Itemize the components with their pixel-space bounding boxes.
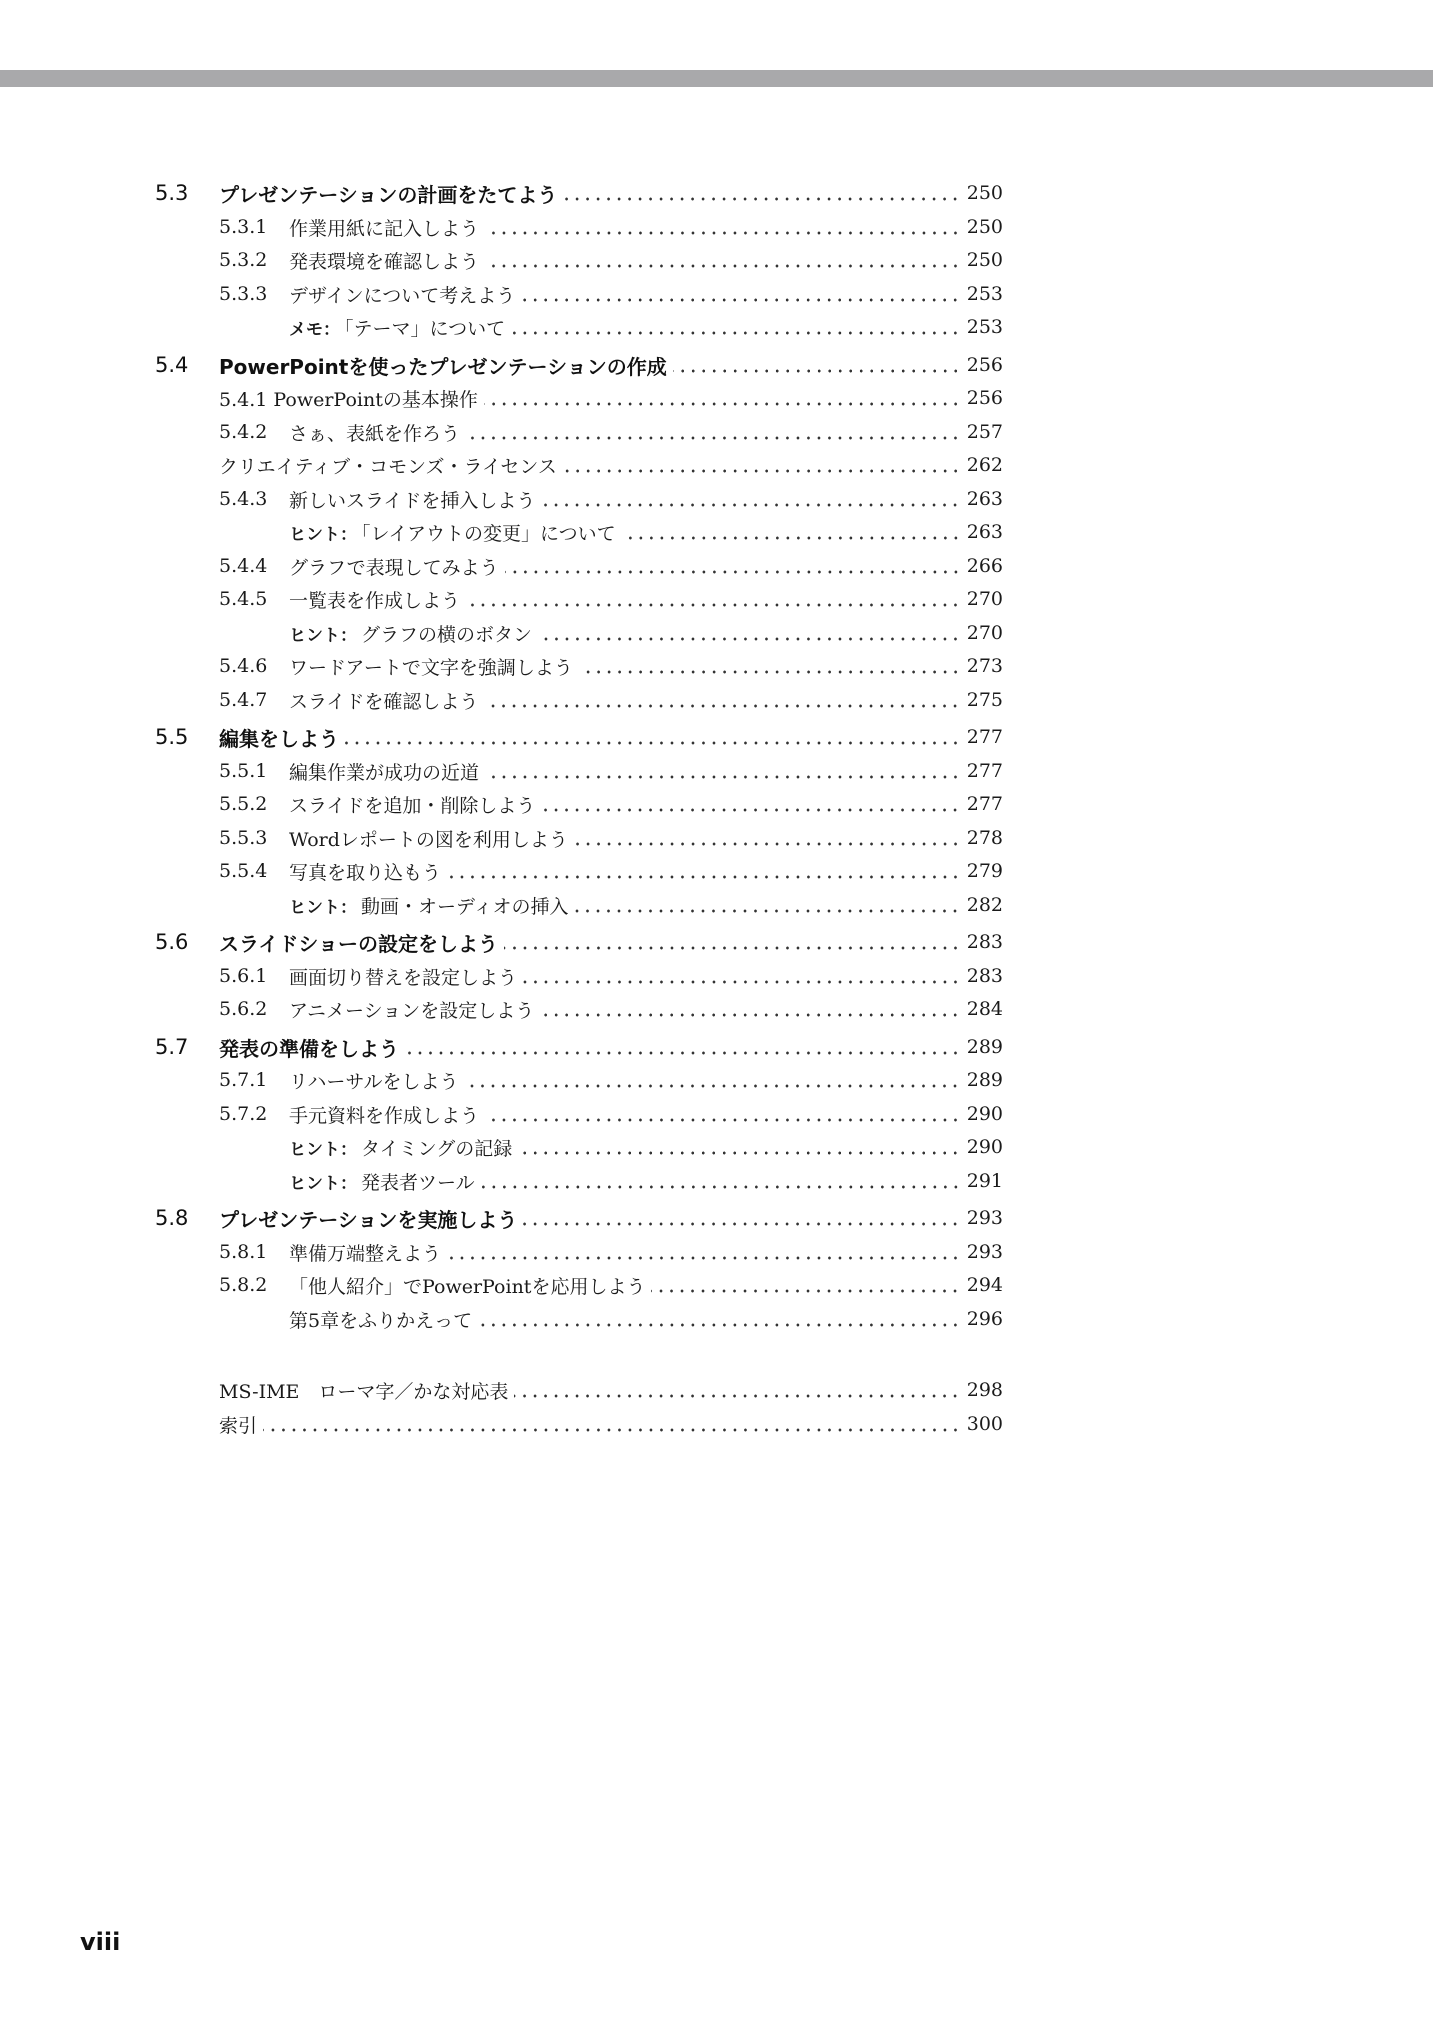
dot-leader — [651, 1274, 960, 1294]
toc-entry[interactable] — [155, 450, 1003, 480]
toc-note-entry[interactable] — [155, 1166, 1003, 1196]
entry-page: 296 — [966, 1308, 1003, 1330]
toc-entry[interactable] — [155, 584, 1003, 614]
toc-entry[interactable] — [155, 212, 1003, 242]
entry-title: さぁ、表紙を作ろう — [289, 422, 461, 445]
entry-title — [289, 620, 532, 647]
toc-note-entry[interactable] — [155, 618, 1003, 648]
toc-entry[interactable] — [155, 961, 1003, 991]
entry-number: 5.3.2 — [219, 249, 268, 271]
entry-page: 283 — [966, 965, 1003, 987]
entry-title — [289, 519, 616, 546]
toc-entry[interactable] — [155, 383, 1003, 413]
entry-page: 293 — [966, 1207, 1003, 1229]
entry-number: 5.4.7 — [219, 689, 268, 711]
dot-leader — [518, 1136, 960, 1156]
entry-number: 5.6 — [155, 930, 189, 954]
entry-number: 5.4.3 — [219, 488, 268, 510]
entry-number: 5.4.2 — [219, 421, 268, 443]
entry-page: 294 — [966, 1274, 1003, 1296]
entry-page: 253 — [966, 283, 1003, 305]
entry-title: アニメーションを設定しよう — [289, 999, 535, 1022]
dot-leader — [484, 689, 960, 709]
entry-title: PowerPointを使ったプレゼンテーションの作成 — [219, 354, 667, 379]
entry-title: スライドを確認しよう — [289, 690, 479, 713]
toc-entry[interactable] — [155, 551, 1003, 581]
dot-leader — [447, 1241, 961, 1261]
toc-note-entry[interactable] — [155, 517, 1003, 547]
toc-entry[interactable] — [155, 279, 1003, 309]
dot-leader — [485, 1103, 961, 1123]
entry-page: 257 — [966, 421, 1003, 443]
entry-title: Wordレポートの図を利用しよう — [289, 828, 568, 851]
entry-number: 5.8.1 — [219, 1241, 268, 1263]
entry-tag: ヒント： — [289, 897, 357, 918]
entry-page: 277 — [966, 726, 1003, 748]
entry-title: 発表環境を確認しよう — [289, 250, 480, 273]
entry-page: 273 — [966, 655, 1003, 677]
entry-tag: ヒント： — [289, 1139, 357, 1160]
toc-section-5-8[interactable] — [155, 1203, 1003, 1233]
toc-entry[interactable] — [155, 1237, 1003, 1267]
entry-title: 準備万端整えよう — [289, 1242, 442, 1265]
entry-number: 5.6.2 — [219, 998, 268, 1020]
dot-leader — [541, 488, 960, 508]
entry-page: 284 — [966, 998, 1003, 1020]
entry-title: スライドショーの設定をしよう — [219, 931, 498, 956]
entry-page: 300 — [966, 1413, 1003, 1435]
toc-entry[interactable] — [155, 856, 1003, 886]
entry-title: クリエイティブ・コモンズ・ライセンス — [219, 455, 557, 478]
entry-page: 253 — [966, 316, 1003, 338]
dot-leader — [523, 965, 961, 985]
entry-title: 手元資料を作成しよう — [289, 1104, 480, 1127]
entry-title: 発表の準備をしよう — [219, 1036, 399, 1061]
entry-number: 5.4.4 — [219, 555, 268, 577]
entry-title: 「他人紹介」でPowerPointを応用しよう — [289, 1275, 646, 1298]
toc-entry[interactable] — [155, 756, 1003, 786]
entry-title: プレゼンテーションの計画をたてよう — [219, 182, 558, 207]
dot-leader — [538, 622, 961, 642]
entry-number: 5.3 — [155, 181, 189, 205]
entry-page: 278 — [966, 827, 1003, 849]
entry-page: 250 — [966, 182, 1003, 204]
entry-number: 5.5 — [155, 725, 189, 749]
entry-title: 第5章をふりかえって — [289, 1309, 473, 1332]
entry-tag: ヒント： — [289, 1173, 357, 1194]
dot-leader — [485, 760, 961, 780]
entry-number: 5.8.2 — [219, 1274, 268, 1296]
toc-entry[interactable] — [155, 651, 1003, 681]
entry-page: 277 — [966, 760, 1003, 782]
entry-number: 5.6.1 — [219, 965, 268, 987]
entry-number: 5.8 — [155, 1206, 189, 1230]
dot-leader — [345, 726, 961, 746]
dot-leader — [521, 283, 960, 303]
entry-title — [289, 1134, 512, 1161]
entry-number: 5.5.3 — [219, 827, 268, 849]
entry-page: 290 — [966, 1103, 1003, 1125]
toc-note-entry[interactable] — [155, 890, 1003, 920]
toc-entry[interactable] — [155, 685, 1003, 715]
entry-title: グラフで表現してみよう — [289, 556, 499, 579]
entry-title-text: 発表者ツール — [361, 1171, 475, 1194]
dot-leader — [541, 793, 960, 813]
entry-title-text: 「レイアウトの変更」について — [361, 522, 616, 545]
dot-leader — [673, 354, 961, 374]
entry-title: デザインについて考えよう — [289, 284, 516, 307]
toc-section-5-5[interactable] — [155, 722, 1003, 752]
entry-title: 新しいスライドを挿入しよう — [289, 489, 536, 512]
entry-title: プレゼンテーションを実施しよう — [219, 1207, 518, 1232]
entry-page: 250 — [966, 249, 1003, 271]
entry-number: 5.5.4 — [219, 860, 268, 882]
toc-section-5-7[interactable] — [155, 1032, 1003, 1062]
dot-leader — [622, 521, 961, 541]
entry-page: 289 — [966, 1069, 1003, 1091]
dot-leader — [478, 1308, 961, 1328]
toc-entry-appendix[interactable] — [155, 1375, 1003, 1405]
entry-title-text: タイミングの記録 — [361, 1137, 513, 1160]
entry-page: 270 — [966, 622, 1003, 644]
entry-title: スライドを追加・削除しよう — [289, 794, 536, 817]
entry-title: リハーサルをしよう — [289, 1070, 459, 1093]
dot-leader — [563, 182, 960, 202]
entry-page: 282 — [966, 894, 1003, 916]
entry-number: 5.4.5 — [219, 588, 268, 610]
toc-entry[interactable] — [155, 417, 1003, 447]
entry-page: 290 — [966, 1136, 1003, 1158]
entry-page: 262 — [966, 454, 1003, 476]
entry-number: 5.7.2 — [219, 1103, 268, 1125]
entry-tag: ヒント： — [289, 524, 357, 545]
entry-number: 5.3.1 — [219, 216, 268, 238]
dot-leader — [540, 998, 960, 1018]
entry-title: 索引 — [219, 1414, 258, 1437]
dot-leader — [405, 1036, 961, 1056]
dot-leader — [466, 421, 961, 441]
toc-section-5-3[interactable] — [155, 178, 1003, 208]
entry-page: 263 — [966, 488, 1003, 510]
entry-page: 250 — [966, 216, 1003, 238]
toc-entry[interactable] — [155, 823, 1003, 853]
entry-number: 5.4.6 — [219, 655, 268, 677]
entry-title — [289, 314, 505, 341]
entry-number: 5.4 — [155, 353, 189, 377]
entry-title: 編集をしよう — [219, 726, 339, 751]
entry-number: 5.7.1 — [219, 1069, 268, 1091]
entry-number: 5.3.3 — [219, 283, 268, 305]
dot-leader — [579, 655, 961, 675]
entry-title — [289, 1168, 475, 1195]
entry-title: 一覧表を作成しよう — [289, 589, 461, 612]
toc-note-entry[interactable] — [155, 1132, 1003, 1162]
toc-entry[interactable] — [155, 789, 1003, 819]
entry-page: 289 — [966, 1036, 1003, 1058]
entry-page: 293 — [966, 1241, 1003, 1263]
toc-entry[interactable] — [155, 245, 1003, 275]
entry-page: 283 — [966, 931, 1003, 953]
dot-leader — [447, 860, 961, 880]
dot-leader — [504, 931, 961, 951]
entry-title: 写真を取り込もう — [289, 861, 442, 884]
entry-page: 256 — [966, 387, 1003, 409]
dot-leader — [466, 588, 961, 608]
dot-leader — [514, 1379, 960, 1399]
header-bar — [0, 70, 1433, 87]
dot-leader — [523, 1207, 960, 1227]
toc-entry-index[interactable] — [155, 1409, 1003, 1439]
dot-leader — [574, 827, 961, 847]
entry-page: 275 — [966, 689, 1003, 711]
dot-leader — [505, 555, 961, 575]
entry-title-text: 動画・オーディオの挿入 — [361, 895, 569, 918]
entry-page: 291 — [966, 1170, 1003, 1192]
entry-number: 5.5.2 — [219, 793, 268, 815]
dot-leader — [263, 1413, 961, 1433]
entry-page: 277 — [966, 793, 1003, 815]
dot-leader — [485, 216, 961, 236]
toc-entry[interactable] — [155, 1270, 1003, 1300]
entry-tag: メモ： — [289, 319, 340, 340]
toc-entry[interactable] — [155, 1099, 1003, 1129]
entry-title-text: 「テーマ」について — [344, 317, 506, 340]
dot-leader — [464, 1069, 960, 1089]
toc-section-5-4[interactable] — [155, 350, 1003, 380]
entry-title: 作業用紙に記入しよう — [289, 217, 480, 240]
entry-title: MS-IME ローマ字／かな対応表 — [219, 1380, 509, 1403]
toc-note-entry[interactable] — [155, 312, 1003, 342]
entry-title: 編集作業が成功の近道 — [289, 761, 480, 784]
page-folio: viii — [80, 1928, 121, 1956]
dot-leader — [485, 249, 961, 269]
entry-number: 5.5.1 — [219, 760, 268, 782]
entry-number: 5.7 — [155, 1035, 189, 1059]
toc-entry[interactable] — [155, 1065, 1003, 1095]
entry-page: 279 — [966, 860, 1003, 882]
entry-title: 画面切り替えを設定しよう — [289, 966, 518, 989]
entry-page: 263 — [966, 521, 1003, 543]
entry-page: 270 — [966, 588, 1003, 610]
dot-leader — [484, 387, 961, 407]
entry-title: 5.4.1 PowerPointの基本操作 — [219, 388, 478, 411]
toc-entry[interactable] — [155, 994, 1003, 1024]
entry-page: 266 — [966, 555, 1003, 577]
entry-title-text: グラフの横のボタン — [361, 623, 533, 646]
dot-leader — [574, 894, 960, 914]
entry-page: 298 — [966, 1379, 1003, 1401]
toc-section-5-6[interactable] — [155, 927, 1003, 957]
dot-leader — [481, 1170, 961, 1190]
entry-title — [289, 892, 568, 919]
entry-tag: ヒント： — [289, 625, 357, 646]
entry-title: ワードアートで文字を強調しよう — [289, 656, 573, 679]
dot-leader — [511, 316, 961, 336]
toc-entry[interactable] — [155, 484, 1003, 514]
dot-leader — [563, 454, 961, 474]
entry-page: 256 — [966, 354, 1003, 376]
toc-entry[interactable] — [155, 1304, 1003, 1334]
